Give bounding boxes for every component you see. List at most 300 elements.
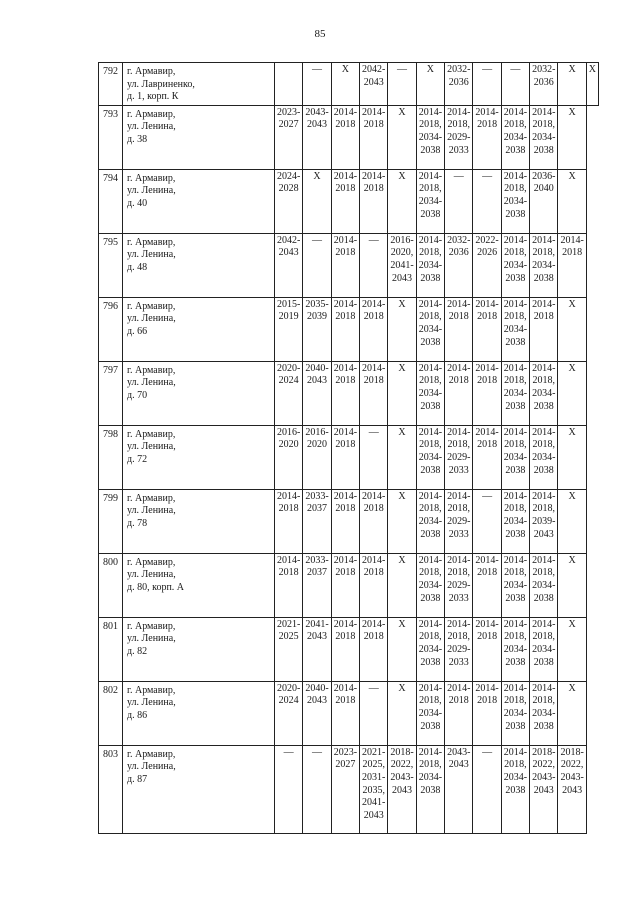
period-cell — [303, 63, 331, 106]
table-row — [99, 63, 599, 106]
period-cell — [445, 553, 473, 617]
period-value: 2033 — [448, 464, 469, 476]
period-cell — [501, 169, 529, 233]
period-value: 2014- — [333, 106, 358, 118]
period-cell — [530, 169, 558, 233]
address-line: г. Армавир, — [127, 428, 176, 440]
period-value: 2018 — [335, 631, 356, 643]
period-cell — [331, 425, 359, 489]
address-line: д. 82 — [127, 645, 148, 657]
period-value: 2018- — [390, 746, 414, 758]
period-value: 2024- — [277, 170, 301, 182]
period-value: 2018 — [335, 119, 356, 131]
address-cell — [123, 297, 275, 361]
period-value: 2034- — [532, 131, 556, 143]
period-value: 2014- — [503, 362, 528, 374]
row-number: 793 — [99, 105, 123, 169]
period-value: 2043 — [363, 809, 384, 821]
period-value: 2018 — [363, 567, 384, 579]
period-value: 2022, — [560, 759, 584, 771]
address-line: г. Армавир, — [127, 236, 176, 248]
period-value: X — [568, 64, 576, 75]
period-cell — [388, 63, 416, 106]
period-value: 2014- — [362, 618, 386, 630]
period-cell — [530, 681, 558, 745]
period-value: 2014- — [475, 682, 499, 694]
period-cell — [558, 489, 586, 553]
period-value: 2014- — [447, 618, 471, 630]
period-cell — [558, 233, 586, 297]
period-value: — — [368, 682, 379, 694]
period-cell — [530, 361, 558, 425]
period-cell — [530, 297, 558, 361]
address-line: ул. Ленина, — [127, 633, 176, 645]
period-value: 2014- — [447, 490, 471, 502]
period-value: 2014- — [503, 298, 528, 310]
period-cell — [501, 105, 529, 169]
period-value: 2038 — [420, 720, 441, 732]
period-value: 2014- — [503, 490, 528, 502]
period-value: 2014- — [447, 554, 471, 566]
period-cell — [473, 233, 501, 297]
period-value: 2018 — [363, 503, 384, 515]
address-line: г. Армавир, — [127, 364, 176, 376]
period-value: 2014- — [503, 682, 528, 694]
address-cell — [123, 63, 275, 106]
period-value: 2018, — [532, 439, 556, 451]
period-value: X — [568, 618, 576, 630]
period-cell — [303, 361, 331, 425]
period-value: 2043 — [392, 784, 413, 796]
address-line: ул. Ленина, — [127, 121, 176, 133]
period-value: 2034- — [503, 771, 528, 783]
period-value: 2034- — [532, 643, 556, 655]
period-cell — [331, 105, 359, 169]
period-cell — [416, 169, 444, 233]
period-value: 2018 — [562, 247, 583, 259]
period-value: — — [482, 490, 493, 502]
address-cell — [123, 553, 275, 617]
address-line: ул. Ленина, — [127, 249, 176, 261]
period-value: 2018, — [504, 247, 527, 259]
period-cell — [473, 681, 501, 745]
period-value: 2034- — [503, 323, 528, 335]
address-line: г. Армавир, — [127, 66, 176, 77]
period-cell — [473, 489, 501, 553]
period-cell — [360, 553, 388, 617]
period-value: 2018 — [477, 631, 498, 643]
table-row — [99, 297, 599, 361]
period-value: 2018, — [504, 695, 527, 707]
period-value: 2038 — [420, 400, 441, 412]
period-value: 2014- — [333, 298, 358, 310]
period-cell — [558, 297, 586, 361]
period-cell — [331, 681, 359, 745]
row-number: 792 — [99, 63, 123, 106]
address-line: д. 1, корп. К — [127, 91, 179, 103]
period-value: 2014- — [503, 106, 528, 118]
period-value: 2034- — [418, 579, 443, 591]
period-value: 2038 — [505, 528, 526, 540]
period-cell — [558, 425, 586, 489]
period-value: 2014- — [475, 554, 499, 566]
period-value: X — [398, 682, 406, 694]
period-value: 2014- — [503, 618, 528, 630]
period-value: 2014- — [447, 362, 471, 374]
row-number: 794 — [99, 169, 123, 233]
period-cell — [360, 63, 388, 106]
table-row — [99, 425, 599, 489]
period-value: 2038 — [420, 528, 441, 540]
period-value: 2014- — [503, 426, 528, 438]
period-value: 2020- — [277, 682, 301, 694]
period-value: 2037 — [307, 503, 328, 515]
period-value: 2018 — [363, 311, 384, 323]
period-value: 2018 — [335, 247, 356, 259]
period-value: 2023- — [333, 746, 358, 758]
period-value: 2020 — [307, 439, 328, 451]
table-row — [99, 169, 599, 233]
address-line: ул. Ленина, — [127, 697, 176, 709]
period-value: 2014- — [503, 170, 528, 182]
period-value: 2014- — [333, 682, 358, 694]
period-cell — [331, 63, 359, 106]
period-value: X — [568, 170, 576, 182]
period-value: 2032- — [447, 234, 471, 246]
period-value: 2038 — [505, 464, 526, 476]
period-value: 2024 — [278, 375, 299, 387]
period-value: 2034- — [503, 195, 528, 207]
period-value: 2015- — [277, 298, 301, 310]
period-value: 2018, — [447, 631, 470, 643]
period-cell — [501, 297, 529, 361]
period-cell — [558, 105, 586, 169]
period-value: 2043- — [447, 746, 471, 758]
period-cell — [445, 617, 473, 681]
period-cell — [473, 617, 501, 681]
period-value: 2043 — [363, 76, 384, 88]
period-value: 2018, — [504, 631, 527, 643]
period-value: 2014- — [475, 362, 499, 374]
address-line: д. 87 — [127, 773, 148, 785]
period-value: — — [482, 170, 493, 182]
period-value: 2018 — [335, 375, 356, 387]
period-value: — — [482, 64, 493, 75]
period-value: 2020 — [278, 439, 299, 451]
period-value: 2014- — [532, 554, 556, 566]
period-value: X — [588, 64, 597, 75]
period-value: 2043 — [278, 247, 299, 259]
period-value: 2014- — [333, 362, 358, 374]
period-cell — [275, 233, 303, 297]
period-value: 2023- — [277, 106, 301, 118]
period-cell — [360, 297, 388, 361]
period-value: 2014- — [503, 554, 528, 566]
period-value: 2034- — [503, 515, 528, 527]
period-value: 2034- — [418, 195, 443, 207]
period-value: 2018, — [504, 759, 527, 771]
address-line: ул. Ленина, — [127, 761, 176, 773]
period-value: 2018 — [477, 375, 498, 387]
period-value: 2029- — [447, 643, 471, 655]
period-value: 2019 — [278, 311, 299, 323]
period-value: 2035, — [362, 784, 385, 796]
period-cell — [473, 553, 501, 617]
period-cell — [501, 617, 529, 681]
period-value: 2014- — [362, 490, 386, 502]
address-line: г. Армавир, — [127, 556, 176, 568]
period-value: 2038 — [533, 656, 554, 668]
period-value: 2034- — [418, 707, 443, 719]
period-value: 2018 — [363, 183, 384, 195]
address-cell — [123, 617, 275, 681]
period-value: 2022, — [532, 759, 556, 771]
period-value: 2014- — [532, 426, 556, 438]
period-value: 2025, — [362, 759, 385, 771]
period-cell — [501, 681, 529, 745]
period-value: 2038 — [420, 464, 441, 476]
period-value: 2014- — [503, 746, 528, 758]
address-line: г. Армавир, — [127, 172, 176, 184]
period-cell — [388, 233, 416, 297]
address-cell — [123, 489, 275, 553]
period-cell — [388, 425, 416, 489]
period-value: 2038 — [533, 720, 554, 732]
period-cell — [445, 681, 473, 745]
period-value: 2038 — [505, 784, 526, 796]
period-value: 2018- — [560, 746, 584, 758]
period-cell — [416, 233, 444, 297]
period-value: 2043- — [560, 771, 584, 783]
period-cell — [303, 105, 331, 169]
period-value: 2043 — [448, 759, 469, 771]
period-value: 2033 — [448, 592, 469, 604]
period-value: 2034- — [532, 387, 556, 399]
period-value: X — [398, 426, 406, 438]
period-value: 2021- — [277, 618, 301, 630]
period-value: X — [398, 170, 406, 182]
period-cell — [360, 233, 388, 297]
period-cell — [416, 297, 444, 361]
period-value: 2014- — [277, 490, 301, 502]
period-value: 2018, — [419, 759, 442, 771]
period-value: 2018 — [477, 311, 498, 323]
period-cell — [473, 105, 501, 169]
period-cell — [360, 681, 388, 745]
period-cell — [558, 553, 586, 617]
period-cell — [416, 361, 444, 425]
period-value: 2018, — [419, 503, 442, 515]
period-cell — [530, 233, 558, 297]
period-value: 2018 — [448, 375, 469, 387]
period-value: X — [568, 362, 576, 374]
address-line: д. 40 — [127, 197, 148, 209]
period-value: 2014- — [532, 106, 556, 118]
row-number: 797 — [99, 361, 123, 425]
period-cell — [416, 489, 444, 553]
period-value: 2014- — [475, 426, 499, 438]
period-cell — [275, 489, 303, 553]
row-number: 798 — [99, 425, 123, 489]
period-cell — [388, 617, 416, 681]
period-cell — [558, 681, 586, 745]
period-value: 2014- — [362, 554, 386, 566]
period-cell — [331, 617, 359, 681]
period-value: 2016- — [277, 426, 301, 438]
period-value: 2018, — [504, 119, 527, 131]
period-cell — [558, 617, 586, 681]
period-value: 2038 — [533, 592, 554, 604]
period-cell — [501, 233, 529, 297]
period-value: 2018 — [335, 503, 356, 515]
period-value: X — [398, 490, 406, 502]
period-cell — [275, 297, 303, 361]
period-value: 2018, — [419, 375, 442, 387]
table-row — [99, 105, 599, 169]
period-value: 2018 — [363, 375, 384, 387]
period-value: X — [568, 554, 576, 566]
period-cell — [331, 169, 359, 233]
address-line: ул. Лавриненко, — [127, 78, 195, 90]
address-cell — [123, 745, 275, 833]
period-value: 2018, — [504, 567, 527, 579]
table-row — [99, 681, 599, 745]
period-value: X — [568, 426, 576, 438]
period-value: 2018, — [419, 247, 442, 259]
period-value: 2038 — [420, 784, 441, 796]
table-body — [99, 63, 599, 834]
period-value: 2043 — [392, 272, 413, 284]
period-cell — [501, 553, 529, 617]
address-line: д. 86 — [127, 709, 148, 721]
period-cell — [331, 745, 359, 833]
period-cell — [416, 745, 444, 833]
period-cell — [445, 105, 473, 169]
period-cell — [303, 489, 331, 553]
period-value: 2014- — [333, 490, 358, 502]
period-value: 2018 — [335, 695, 356, 707]
period-cell — [501, 63, 529, 106]
period-value: — — [312, 234, 323, 246]
period-value: 2037 — [307, 567, 328, 579]
period-value: 2027 — [335, 759, 356, 771]
period-value: 2018, — [532, 631, 556, 643]
period-cell — [303, 553, 331, 617]
period-value: 2018 — [533, 311, 554, 323]
period-value: X — [398, 554, 406, 566]
address-line: д. 72 — [127, 453, 148, 465]
period-value: 2018 — [363, 119, 384, 131]
address-line: ул. Ленина, — [127, 313, 176, 325]
period-cell — [501, 425, 529, 489]
period-value: 2014- — [418, 298, 443, 310]
period-value: 2034- — [418, 323, 443, 335]
period-value: 2018, — [419, 631, 442, 643]
period-cell — [416, 553, 444, 617]
period-cell — [331, 489, 359, 553]
period-value: 2014- — [362, 298, 386, 310]
period-cell — [445, 169, 473, 233]
period-value: 2034- — [418, 259, 443, 271]
period-value: 2029- — [447, 131, 471, 143]
data-table — [98, 62, 599, 834]
period-value: 2038 — [533, 464, 554, 476]
period-value: 2043- — [305, 106, 329, 118]
period-cell — [360, 425, 388, 489]
address-cell — [123, 425, 275, 489]
period-value: 2038 — [420, 656, 441, 668]
address-line: г. Армавир, — [127, 108, 176, 120]
period-value: 2018, — [504, 503, 527, 515]
period-value: 2018, — [447, 503, 470, 515]
period-cell — [360, 169, 388, 233]
address-cell — [123, 105, 275, 169]
period-cell — [275, 425, 303, 489]
period-value: 2016- — [305, 426, 329, 438]
period-value: — — [368, 234, 379, 246]
period-value: X — [568, 298, 576, 310]
period-value: 2040- — [305, 682, 329, 694]
period-value: 2043- — [390, 771, 414, 783]
page-number: 85 — [314, 28, 326, 40]
period-value: 2018, — [532, 503, 556, 515]
period-value: 2018 — [477, 119, 498, 131]
period-value: 2018, — [532, 247, 556, 259]
period-cell — [501, 745, 529, 833]
period-value: — — [510, 64, 521, 75]
period-value: 2024 — [278, 695, 299, 707]
period-value: 2014- — [418, 746, 443, 758]
period-cell — [303, 745, 331, 833]
period-cell — [331, 233, 359, 297]
period-value: 2014- — [447, 106, 471, 118]
period-value: 2034- — [418, 771, 443, 783]
period-cell — [530, 553, 558, 617]
period-cell — [388, 105, 416, 169]
period-value: 2042- — [277, 234, 301, 246]
period-cell — [558, 63, 586, 106]
period-value: 2034- — [503, 259, 528, 271]
period-value: 2018, — [419, 311, 442, 323]
period-cell — [275, 105, 303, 169]
period-value: 2034- — [503, 131, 528, 143]
period-value: 2014- — [447, 298, 471, 310]
period-value: 2043 — [307, 631, 328, 643]
period-value: 2038 — [533, 272, 554, 284]
period-value: 2018, — [419, 695, 442, 707]
period-value: 2014- — [333, 618, 358, 630]
period-value: 2038 — [505, 336, 526, 348]
period-cell — [473, 361, 501, 425]
address-line: ул. Ленина, — [127, 185, 176, 197]
period-cell — [360, 361, 388, 425]
period-cell — [275, 361, 303, 425]
period-value: 2014- — [418, 618, 443, 630]
period-value: 2014- — [532, 682, 556, 694]
period-value: 2014- — [503, 234, 528, 246]
period-value: — — [368, 426, 379, 438]
period-cell — [388, 681, 416, 745]
period-cell — [303, 233, 331, 297]
period-value: 2014- — [418, 234, 443, 246]
period-value: 2034- — [532, 259, 556, 271]
period-value: 2038 — [420, 592, 441, 604]
period-cell — [303, 425, 331, 489]
period-value: 2036- — [532, 170, 556, 182]
period-cell — [275, 617, 303, 681]
period-value: 2043 — [533, 784, 554, 796]
address-line: д. 48 — [127, 261, 148, 273]
